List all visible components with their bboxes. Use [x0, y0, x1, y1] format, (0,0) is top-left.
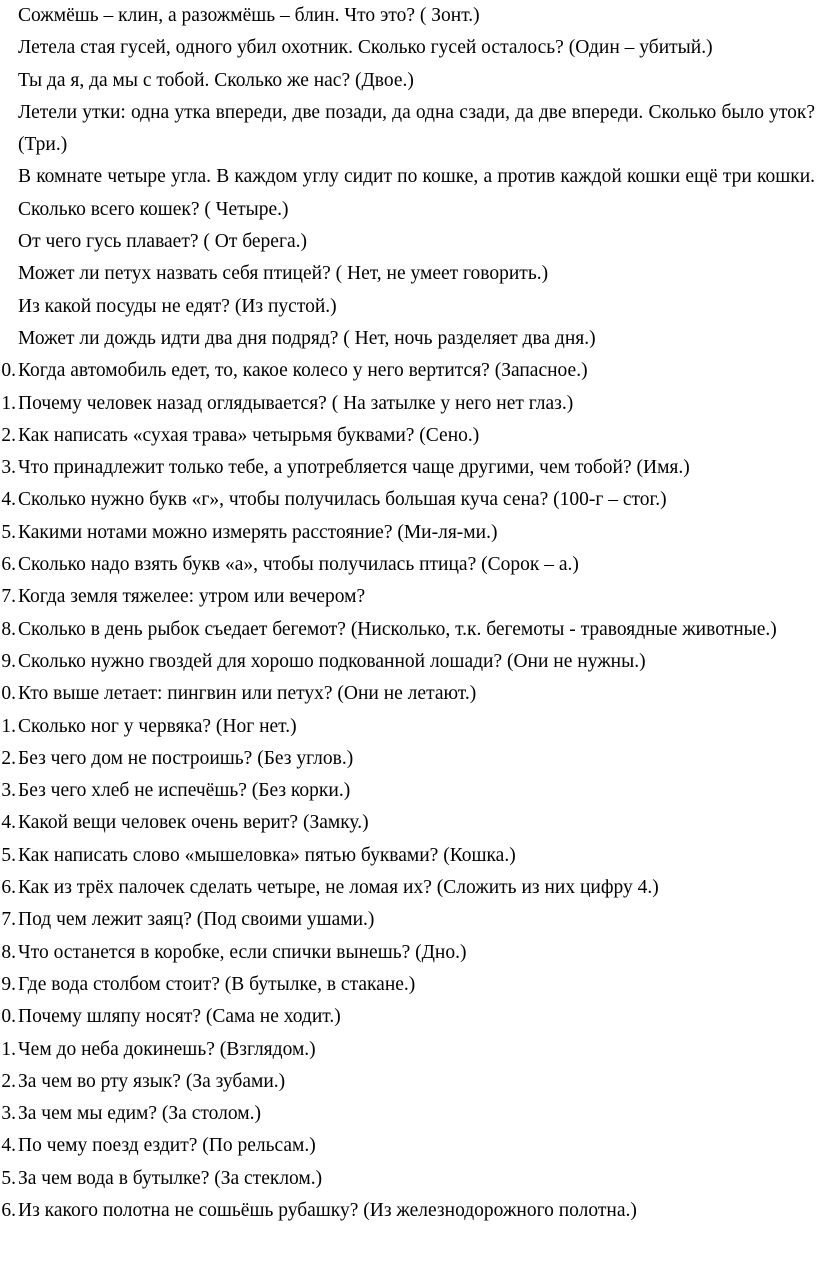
riddle-item [0, 258, 816, 290]
riddle-item [0, 161, 816, 226]
riddle-item [0, 1163, 816, 1195]
riddle-text: За чем вода в бутылке? (За стеклом.) [18, 1167, 323, 1189]
riddle-item [0, 0, 816, 32]
riddle-item [0, 97, 816, 162]
riddle-item [0, 711, 816, 743]
riddle-item [0, 646, 816, 678]
riddle-item [0, 517, 816, 549]
riddle-text: Когда автомобиль едет, то, какое колесо у него вертится? (Запасное.) [18, 360, 588, 382]
riddle-item [0, 969, 816, 1001]
riddle-text: Как написать «сухая трава» четырьмя буквами? (Сено.) [18, 424, 480, 446]
riddle-item [0, 388, 816, 420]
riddle-text: Сколько надо взять букв «а», чтобы получилась птица? (Сорок – а.) [18, 554, 579, 576]
riddle-number: 2. [1, 424, 16, 446]
riddle-text: Под чем лежит заяц? (Под своими ушами.) [18, 909, 375, 931]
riddle-number: 3. [1, 780, 16, 802]
riddle-item [0, 872, 816, 904]
riddle-text: Может ли дождь идти два дня подряд? ( Нет, ночь разделяет два дня.) [18, 327, 596, 349]
riddle-text: Без чего дом не построишь? (Без углов.) [18, 747, 354, 769]
riddle-number: 5. [1, 1167, 16, 1189]
riddle-number: 0. [1, 1006, 16, 1028]
riddle-text: Что принадлежит только тебе, а употребляется чаще другими, чем тобой? (Имя.) [18, 457, 690, 479]
riddle-number: 3. [1, 457, 16, 479]
riddle-item [0, 65, 816, 97]
riddle-text: Сколько в день рыбок съедает бегемот? (Нисколько, т.к. бегемоты - травоядные животные.) [18, 618, 777, 640]
riddle-text: За чем во рту язык? (За зубами.) [18, 1070, 286, 1092]
riddle-item [0, 581, 816, 613]
riddle-text: Как написать слово «мышеловка» пятью буквами? (Кошка.) [18, 844, 516, 866]
riddle-number: 9. [1, 650, 16, 672]
riddle-text: В комнате четыре угла. В каждом углу сидит по кошке, а против каждой кошки ещё три кошки. Сколько всего кошек? ( Четыре.) [18, 166, 815, 220]
riddle-text: Сколько нужно гвоздей для хорошо подкованной лошади? (Они не нужны.) [18, 650, 646, 672]
riddle-item [0, 678, 816, 710]
riddle-item [0, 904, 816, 936]
riddle-item [0, 291, 816, 323]
riddle-item [0, 1130, 816, 1162]
riddle-number: 4. [1, 812, 16, 834]
riddle-text: Сколько нужно букв «г», чтобы получилась большая куча сена? (100-г – стог.) [18, 489, 667, 511]
riddle-text: Какими нотами можно измерять расстояние? (Ми-ля-ми.) [18, 521, 498, 543]
riddle-text: Летела стая гусей, одного убил охотник. Сколько гусей осталось? (Один – убитый.) [18, 37, 713, 59]
riddle-number: 6. [1, 554, 16, 576]
riddle-item [0, 1001, 816, 1033]
riddle-text: Что останется в коробке, если спички вынешь? (Дно.) [18, 941, 467, 963]
riddle-item [0, 32, 816, 64]
riddle-item [0, 484, 816, 516]
riddle-item [0, 1066, 816, 1098]
riddle-text: Почему человек назад оглядывается? ( На затылке у него нет глаз.) [18, 392, 574, 414]
riddle-number: 2. [1, 747, 16, 769]
riddle-number: 4. [1, 1135, 16, 1157]
riddle-number: 6. [1, 877, 16, 899]
riddle-number: 7. [1, 909, 16, 931]
riddle-text: Почему шляпу носят? (Сама не ходит.) [18, 1006, 341, 1028]
riddle-item [0, 1034, 816, 1066]
riddle-text: Может ли петух назвать себя птицей? ( Нет, не умеет говорить.) [18, 263, 549, 285]
riddle-number: 4. [1, 489, 16, 511]
riddle-item [0, 323, 816, 355]
riddle-item [0, 614, 816, 646]
riddle-text: Где вода столбом стоит? (В бутылке, в стакане.) [18, 973, 416, 995]
riddle-number: 0. [1, 360, 16, 382]
riddle-text: Из какой посуды не едят? (Из пустой.) [18, 295, 337, 317]
riddle-text: Какой вещи человек очень верит? (Замку.) [18, 812, 369, 834]
riddle-text: Сожмёшь – клин, а разожмёшь – блин. Что это? ( Зонт.) [18, 5, 480, 26]
riddle-number: 1. [1, 715, 16, 737]
riddle-text: Когда земля тяжелее: утром или вечером? [18, 586, 366, 608]
riddle-number: 1. [1, 392, 16, 414]
riddle-number: 1. [1, 1038, 16, 1060]
riddle-item [0, 807, 816, 839]
riddle-text: Из какого полотна не сошьёшь рубашку? (Из железнодорожного полотна.) [18, 1199, 637, 1221]
riddle-number: 8. [1, 618, 16, 640]
riddle-text: Сколько ног у червяка? (Ног нет.) [18, 715, 297, 737]
riddle-item [0, 226, 816, 258]
riddle-item [0, 840, 816, 872]
riddle-number: 5. [1, 844, 16, 866]
riddle-text: По чему поезд ездит? (По рельсам.) [18, 1135, 316, 1157]
riddle-text: Как из трёх палочек сделать четыре, не ломая их? (Сложить из них цифру 4.) [18, 877, 659, 899]
riddle-item [0, 743, 816, 775]
riddle-text: От чего гусь плавает? ( От берега.) [18, 231, 307, 253]
riddle-number: 2. [1, 1070, 16, 1092]
riddle-text: Чем до неба докинешь? (Взглядом.) [18, 1038, 316, 1060]
riddle-item [0, 452, 816, 484]
riddle-number: 8. [1, 941, 16, 963]
riddle-item [0, 549, 816, 581]
riddle-number: 0. [1, 683, 16, 705]
riddle-number: 5. [1, 521, 16, 543]
riddle-item [0, 937, 816, 969]
riddle-item [0, 1098, 816, 1130]
riddle-text: Ты да я, да мы с тобой. Сколько же нас? (Двое.) [18, 69, 414, 91]
riddle-item [0, 420, 816, 452]
riddle-number: 9. [1, 973, 16, 995]
riddle-text: Без чего хлеб не испечёшь? (Без корки.) [18, 780, 351, 802]
riddle-text: За чем мы едим? (За столом.) [18, 1103, 261, 1125]
riddle-number: 6. [1, 1199, 16, 1221]
riddle-number: 3. [1, 1103, 16, 1125]
riddle-text: Кто выше летает: пингвин или петух? (Они не летают.) [18, 683, 477, 705]
riddle-item [0, 1195, 816, 1227]
riddle-number: 7. [1, 586, 16, 608]
riddle-item [0, 775, 816, 807]
riddle-text: Летели утки: одна утка впереди, две позади, да одна сзади, да две впереди. Сколько было уток? (Три.) [18, 101, 815, 156]
riddle-item [0, 355, 816, 387]
